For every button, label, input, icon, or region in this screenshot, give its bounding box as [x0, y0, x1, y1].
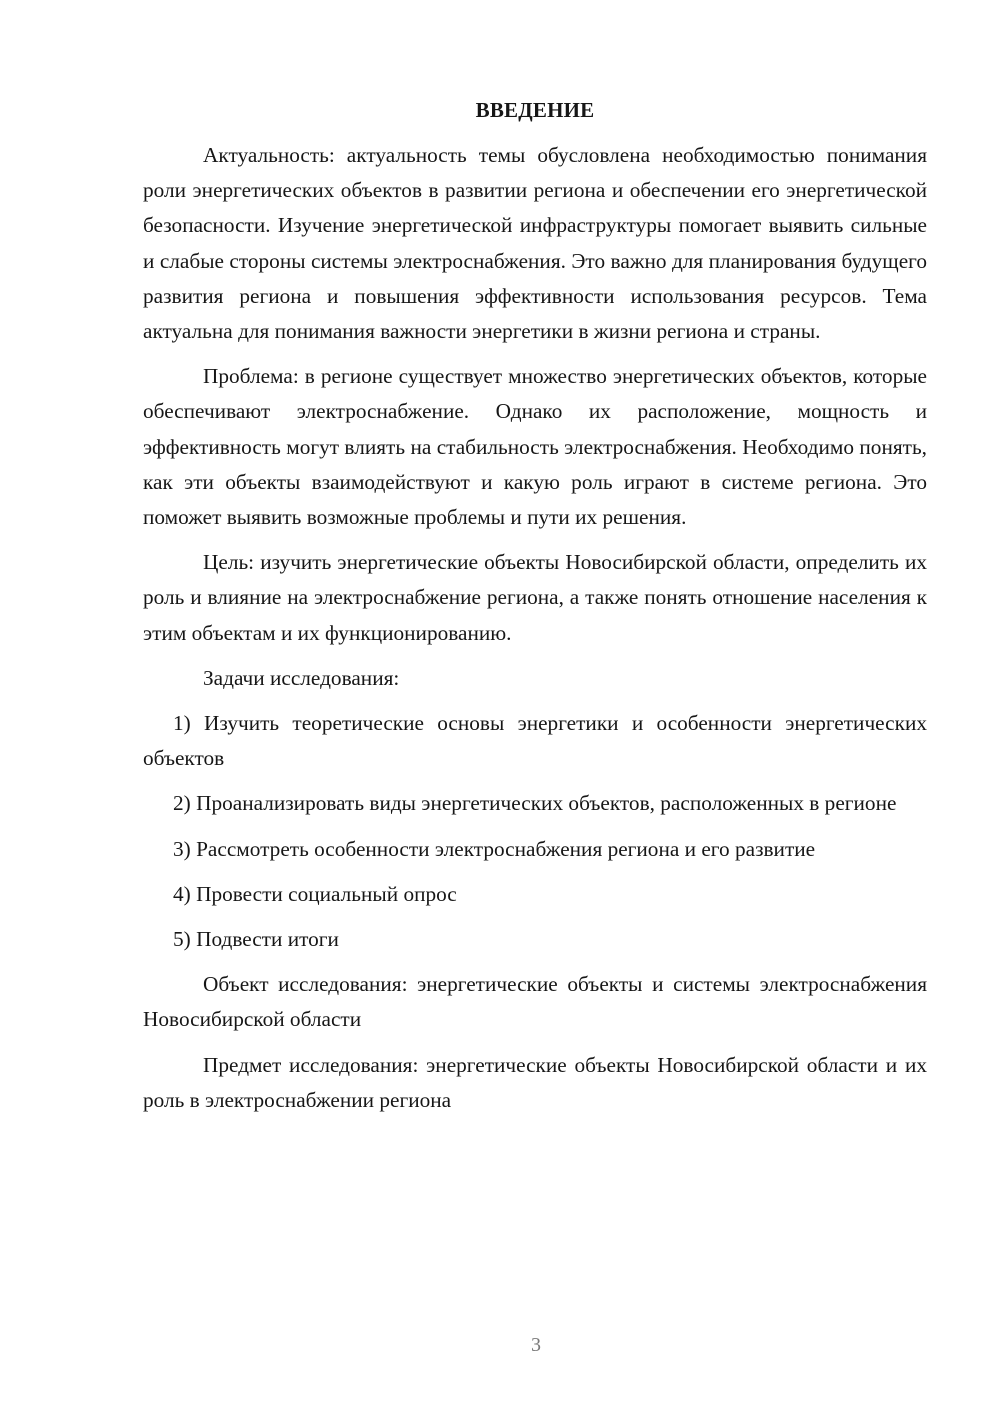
page-number: 3 — [531, 1334, 541, 1356]
object-paragraph: Объект исследования: энергетические объекты и системы электроснабжения Новосибирской области — [143, 972, 927, 1032]
subject-paragraph: Предмет исследования: энергетические объекты Новосибирской области и их роль в электроснабжении региона — [143, 1052, 927, 1112]
page-content — [143, 94, 927, 1128]
tasks-heading: Задачи исследования: — [203, 665, 400, 690]
page-title: ВВЕДЕНИЕ — [475, 98, 595, 122]
task-item-4: 4) Провести социальный опрос — [173, 881, 457, 906]
task-item-1: 1) Изучить теоретические основы энергетики и особенности энергетических объектов — [143, 711, 927, 771]
task-item-3: 3) Рассмотреть особенности электроснабжения региона и его развитие — [173, 836, 816, 861]
goal-paragraph: Цель: изучить энергетические объекты Новосибирской области, определить их роль и влияние на электроснабжение региона, а также понять отношение населения к этим объектам и их функционированию. — [143, 550, 927, 645]
task-item-2: 2) Проанализировать виды энергетических объектов, расположенных в регионе — [173, 791, 897, 816]
task-item-5: 5) Подвести итоги — [173, 927, 339, 952]
relevance-paragraph: Актуальность: актуальность темы обусловлена необходимостью понимания роли энергетических объектов в развитии региона и обеспечении его энергетической безопасности. Изучение энергетической инфраструктуры помогает выявить сильные и слабые стороны системы электроснабжения. Это важно для планирования будущего развития региона и повышения эффективности использования ресурсов. Тема актуальна для понимания важности энергетики в жизни региона и страны. — [143, 143, 927, 344]
problem-paragraph: Проблема: в регионе существует множество энергетических объектов, которые обеспечивают электроснабжение. Однако их расположение, мощность и эффективность могут влиять на стабильность электроснабжения. Необходимо понять, как эти объекты взаимодействуют и какую роль играют в системе региона. Это поможет выявить возможные проблемы и пути их решения. — [143, 364, 927, 530]
